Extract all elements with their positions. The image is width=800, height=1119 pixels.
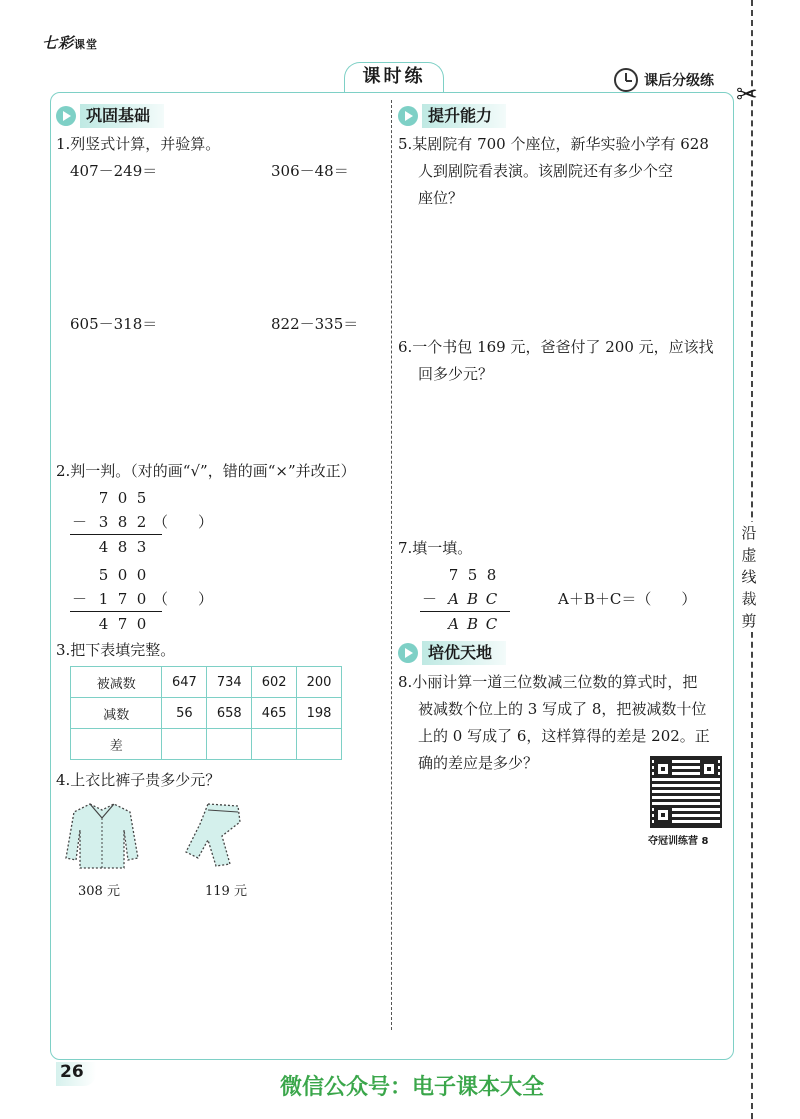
qr-finder: [654, 806, 672, 824]
table-cell-blank[interactable]: [207, 729, 252, 760]
question-6: [398, 334, 714, 388]
page-title: 课时练: [344, 62, 444, 92]
question-3-label: 3.把下表填完整。: [56, 641, 176, 659]
digit: 3: [136, 538, 147, 556]
level-label: 课后分级练: [644, 73, 714, 89]
section-title: 培优天地: [422, 641, 506, 665]
minus-sign: －: [71, 513, 87, 531]
logo-sub: 课堂: [74, 38, 99, 51]
digit: 0: [117, 566, 128, 584]
question-line: 8.小丽计算一道三位数减三位数的算式时，把: [398, 673, 698, 691]
wechat-watermark: 微信公众号：电子课本大全: [280, 1075, 545, 1100]
table-cell: 602: [252, 667, 297, 698]
qr-caption: 夺冠训练营 8: [648, 836, 709, 847]
qr-finder: [654, 760, 672, 778]
digit: 3: [98, 513, 109, 531]
letter: C: [485, 615, 498, 633]
digit: 7: [98, 489, 109, 507]
cut-instruction: 沿虚线裁剪: [738, 522, 760, 632]
table-row: [71, 667, 342, 698]
play-icon: [398, 643, 418, 663]
table-cell: 647: [162, 667, 207, 698]
table-header-cell: 差: [71, 729, 162, 760]
subtraction-table: [70, 666, 342, 760]
question-4-label: 4.上衣比裤子贵多少元？: [56, 771, 221, 789]
table-cell: 658: [207, 698, 252, 729]
table-row: [71, 698, 342, 729]
qr-finder: [700, 760, 718, 778]
table-cell-blank[interactable]: [297, 729, 342, 760]
table-cell: 465: [252, 698, 297, 729]
letter: B: [466, 615, 479, 633]
digit: 7: [117, 615, 128, 633]
equation: 306－48＝: [271, 162, 349, 180]
table-cell-blank[interactable]: [162, 729, 207, 760]
question-7-label: 7.填一填。: [398, 539, 473, 557]
sum-expression[interactable]: A＋B＋C＝（ ）: [558, 590, 697, 608]
section-header-advanced: [398, 641, 506, 665]
digit: 4: [98, 615, 109, 633]
letter: C: [485, 590, 498, 608]
brand-logo: [42, 32, 98, 53]
vertical-subtraction-2: [70, 563, 213, 636]
question-5: [398, 131, 709, 212]
shirt-icon: [62, 800, 142, 872]
question-line: 被减数个位上的 3 写成了 8，把被减数十位: [418, 700, 707, 718]
digit: 8: [117, 513, 128, 531]
table-cell: 734: [207, 667, 252, 698]
section-header-basic: [56, 104, 164, 128]
table-header-cell: 被减数: [71, 667, 162, 698]
equation: 605－318＝: [70, 315, 158, 333]
question-line: 6.一个书包 169 元，爸爸付了 200 元，应该找: [398, 338, 714, 356]
qr-code[interactable]: [650, 756, 722, 828]
digit: 0: [136, 590, 147, 608]
table-cell: 56: [162, 698, 207, 729]
digit: 5: [467, 566, 478, 584]
question-line: 回多少元？: [418, 365, 494, 383]
digit: 8: [117, 538, 128, 556]
table-header-cell: 减数: [71, 698, 162, 729]
digit: 2: [136, 513, 147, 531]
letter: A: [448, 615, 459, 633]
digit: 4: [98, 538, 109, 556]
vertical-subtraction-1: [70, 486, 213, 559]
table-cell: 200: [297, 667, 342, 698]
column-divider: [391, 100, 392, 1030]
scissors-icon: ✂: [736, 80, 758, 110]
table-row: [71, 729, 342, 760]
digit: 0: [117, 489, 128, 507]
answer-blank[interactable]: （ ）: [153, 513, 214, 531]
play-icon: [398, 106, 418, 126]
pants-price: 119 元: [205, 884, 247, 899]
question-1-label: 1.列竖式计算，并验算。: [56, 135, 221, 153]
digit: 5: [98, 566, 109, 584]
digit: 0: [136, 566, 147, 584]
pants-icon: [178, 800, 248, 870]
minus-sign: －: [421, 590, 437, 608]
question-line: 5.某剧院有 700 个座位，新华实验小学有 628: [398, 135, 709, 153]
digit: 1: [98, 590, 109, 608]
digit: 7: [448, 566, 459, 584]
digit: 0: [136, 615, 147, 633]
question-line: 人到剧院看表演。该剧院还有多少个空: [418, 162, 674, 180]
section-title: 巩固基础: [80, 104, 164, 128]
minus-sign: －: [71, 590, 87, 608]
letter-subtraction: [420, 563, 510, 636]
section-title: 提升能力: [422, 104, 506, 128]
alarm-clock-icon: [614, 68, 638, 92]
digit: 7: [117, 590, 128, 608]
level-label-group: [614, 68, 714, 92]
question-line: 上的 0 写成了 6，这样算得的差是 202。正: [418, 727, 710, 745]
letter: B: [466, 590, 479, 608]
table-cell: 198: [297, 698, 342, 729]
question-line: 确的差应是多少？: [418, 754, 539, 772]
page-number: 26: [56, 1062, 96, 1086]
question-line: 座位？: [418, 189, 464, 207]
table-cell-blank[interactable]: [252, 729, 297, 760]
digit: 8: [486, 566, 497, 584]
digit: 5: [136, 489, 147, 507]
equation: 407－249＝: [70, 162, 158, 180]
shirt-price: 308 元: [78, 884, 120, 899]
equation: 822－335＝: [271, 315, 359, 333]
play-icon: [56, 106, 76, 126]
letter: A: [448, 590, 459, 608]
question-2-label: 2.判一判。（对的画“√”，错的画“×”并改正）: [56, 462, 356, 480]
answer-blank[interactable]: （ ）: [153, 590, 214, 608]
logo-main: 七彩: [42, 34, 75, 52]
section-header-improve: [398, 104, 506, 128]
